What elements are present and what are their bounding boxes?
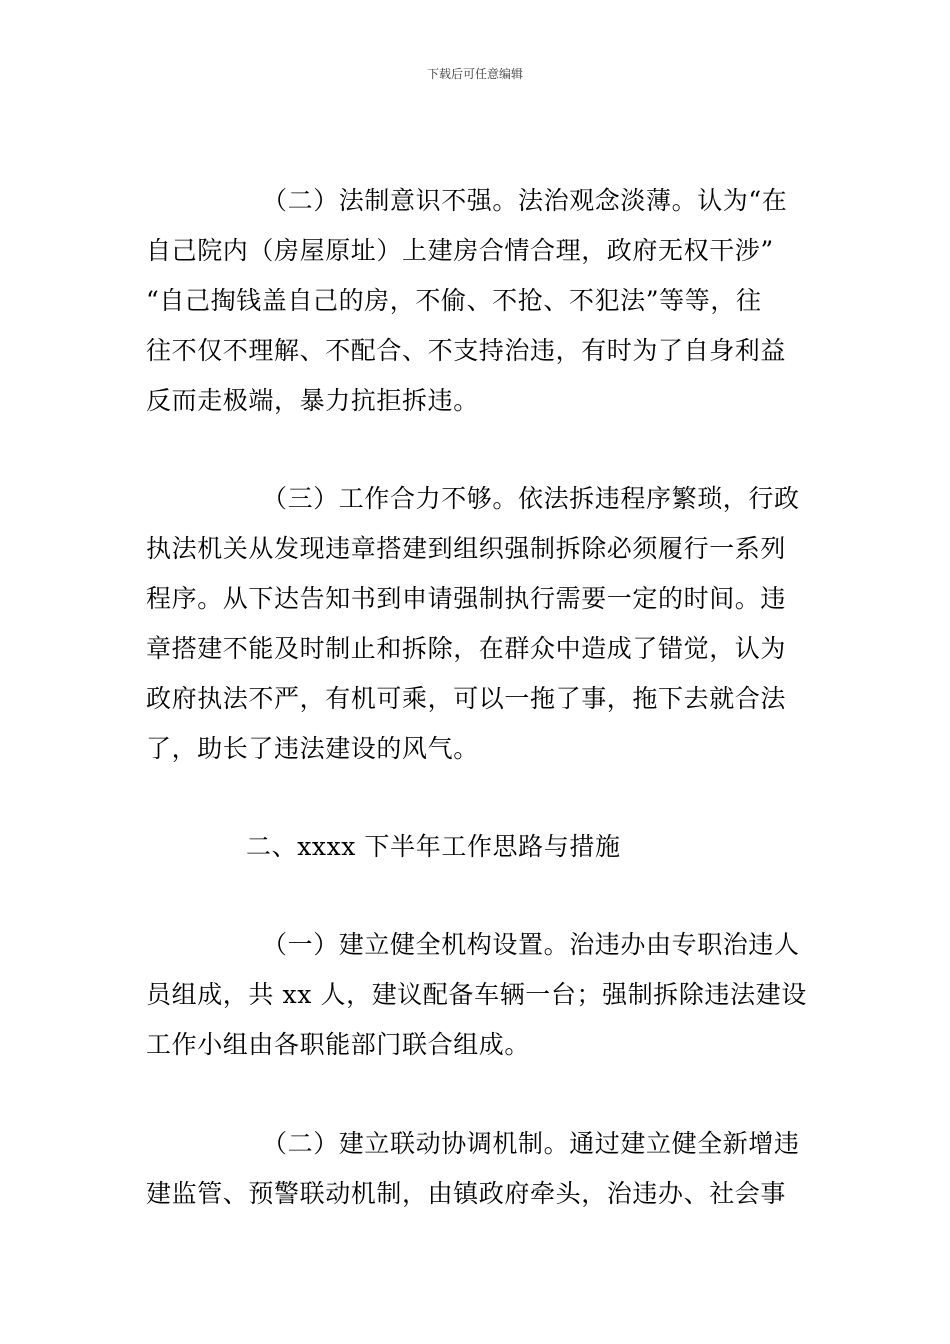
text-line: 往不仅不理解、不配合、不支持治违，有时为了自身利益 [146,336,787,365]
text-line: “自己掏钱盖自己的房，不偷、不抢、不犯法”等等，往 [146,286,762,315]
paragraph-organization-setup [146,920,810,1070]
text-line: 执法机关从发现违章搭建到组织强制拆除必须履行一系列 [146,534,787,563]
paragraph-legal-awareness [146,176,810,426]
text-line: 政府执法不严，有机可乘，可以一拖了事，拖下去就合法 [146,684,787,713]
text-line: 建监管、预警联动机制，由镇政府牵头，治违办、社会事 [146,1179,787,1208]
page-header: 下载后可任意编辑 [426,67,523,81]
text-line: 自己院内（房屋原址）上建房合情合理，政府无权干涉” [146,236,774,265]
text-line: 了，助长了违法建设的风气。 [146,734,479,763]
paragraph-work-synergy [146,474,810,774]
text-line: （一）建立健全机构设置。治违办由专职治违人 [262,930,800,959]
text-line: （三）工作合力不够。依法拆违程序繁琐，行政 [262,484,800,513]
text-line: 员组成，共 xx 人，建议配备车辆一台；强制拆除违法建设 [146,980,807,1009]
text-line: 工作小组由各职能部门联合组成。 [146,1030,531,1059]
text-line: 程序。从下达告知书到申请强制执行需要一定的时间。违 [146,584,787,613]
text-line: 章搭建不能及时制止和拆除，在群众中造成了错觉，认为 [146,634,787,663]
text-line: 反而走极端，暴力抗拒拆违。 [146,386,479,415]
text-line: （二）法制意识不强。法治观念淡薄。认为“在 [262,186,788,215]
text-line: （二）建立联动协调机制。通过建立健全新增违 [262,1129,800,1158]
paragraph-coordination-mechanism [146,1119,810,1219]
section-heading: 二、xxxx 下半年工作思路与措施 [246,832,621,861]
